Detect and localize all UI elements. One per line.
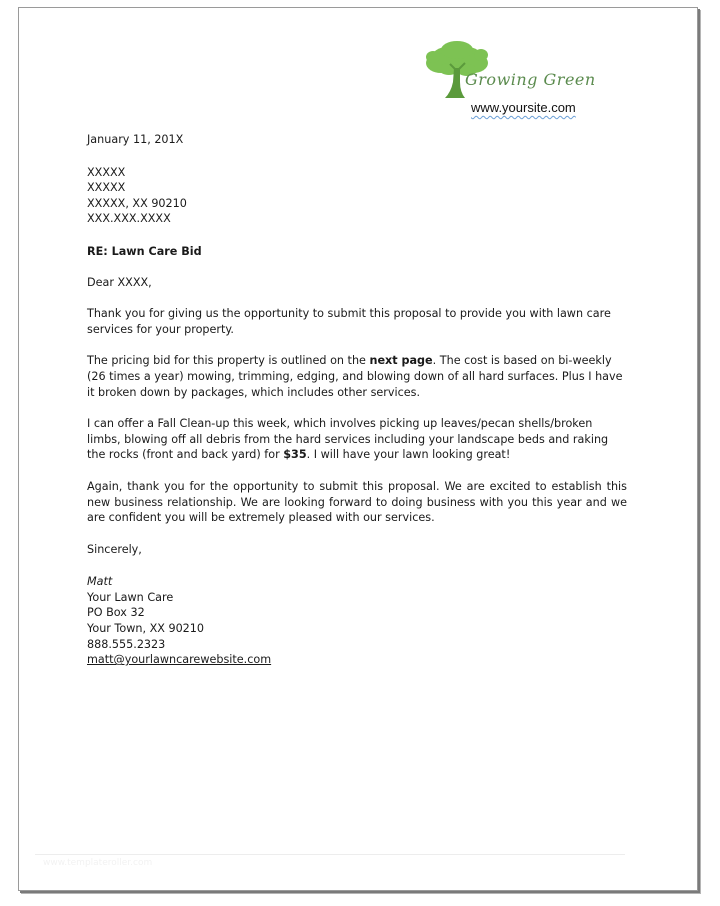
recipient-line: XXXXX, XX 90210 (87, 196, 187, 210)
bold-text: $35 (283, 448, 307, 462)
letter-page (18, 7, 698, 891)
recipient-line: XXX.XXX.XXXX (87, 212, 171, 226)
signature-po-box: PO Box 32 (87, 606, 145, 620)
signature-city: Your Town, XX 90210 (87, 622, 205, 636)
recipient-line: XXXXX (87, 165, 126, 179)
tree-logo-icon (423, 38, 493, 100)
signature-block (87, 574, 627, 668)
company-logo (423, 38, 603, 122)
paragraph-offer (87, 416, 627, 463)
text-run: . I will have your lawn looking great! (306, 448, 511, 462)
signature-phone: 888.555.2323 (87, 637, 166, 651)
brand-name: Growing Green (465, 70, 596, 89)
text-run: I can offer a Fall Clean-up this week, which involves picking up leaves/pecan shells/broken limbs, blowing off all debris from the hard services including your landscape beds and raking the rocks (front and back yard) for (87, 417, 609, 462)
salutation: Dear XXXX, (87, 275, 152, 289)
footer-watermark: www.templateroller.com (43, 858, 153, 868)
text-run: The pricing bid for this property is outlined on the (87, 354, 370, 368)
paragraph-intro: Thank you for giving us the opportunity to submit this proposal to provide you with lawn care services for your property. (87, 307, 611, 336)
website-link[interactable]: www.yoursite.com (471, 100, 576, 115)
bold-text: next page (369, 354, 433, 368)
recipient-address (87, 165, 627, 227)
text-run: . The cost is based on bi-weekly (26 times a year) mowing, trimming, edging, and blowing down of all hard surfaces. Plus I have it broken down by packages, which includes other services. (87, 354, 623, 399)
paragraph-thanks: Again, thank you for the opportunity to submit this proposal. We are excited to establish this new business relationship. We are looking forward to doing business with you this year and we are confident you will be extremely pleased with our services. (87, 479, 627, 525)
closing: Sincerely, (87, 542, 142, 556)
signature-email-link[interactable]: matt@yourlawncarewebsite.com (87, 653, 272, 667)
recipient-line: XXXXX (87, 181, 126, 195)
subject-line: RE: Lawn Care Bid (87, 244, 202, 258)
signature-name: Matt (87, 575, 113, 589)
footer-divider (35, 854, 625, 855)
letter-date: January 11, 201X (87, 133, 184, 146)
letter-body (87, 132, 627, 668)
paragraph-pricing (87, 353, 627, 400)
signature-company: Your Lawn Care (87, 590, 174, 604)
